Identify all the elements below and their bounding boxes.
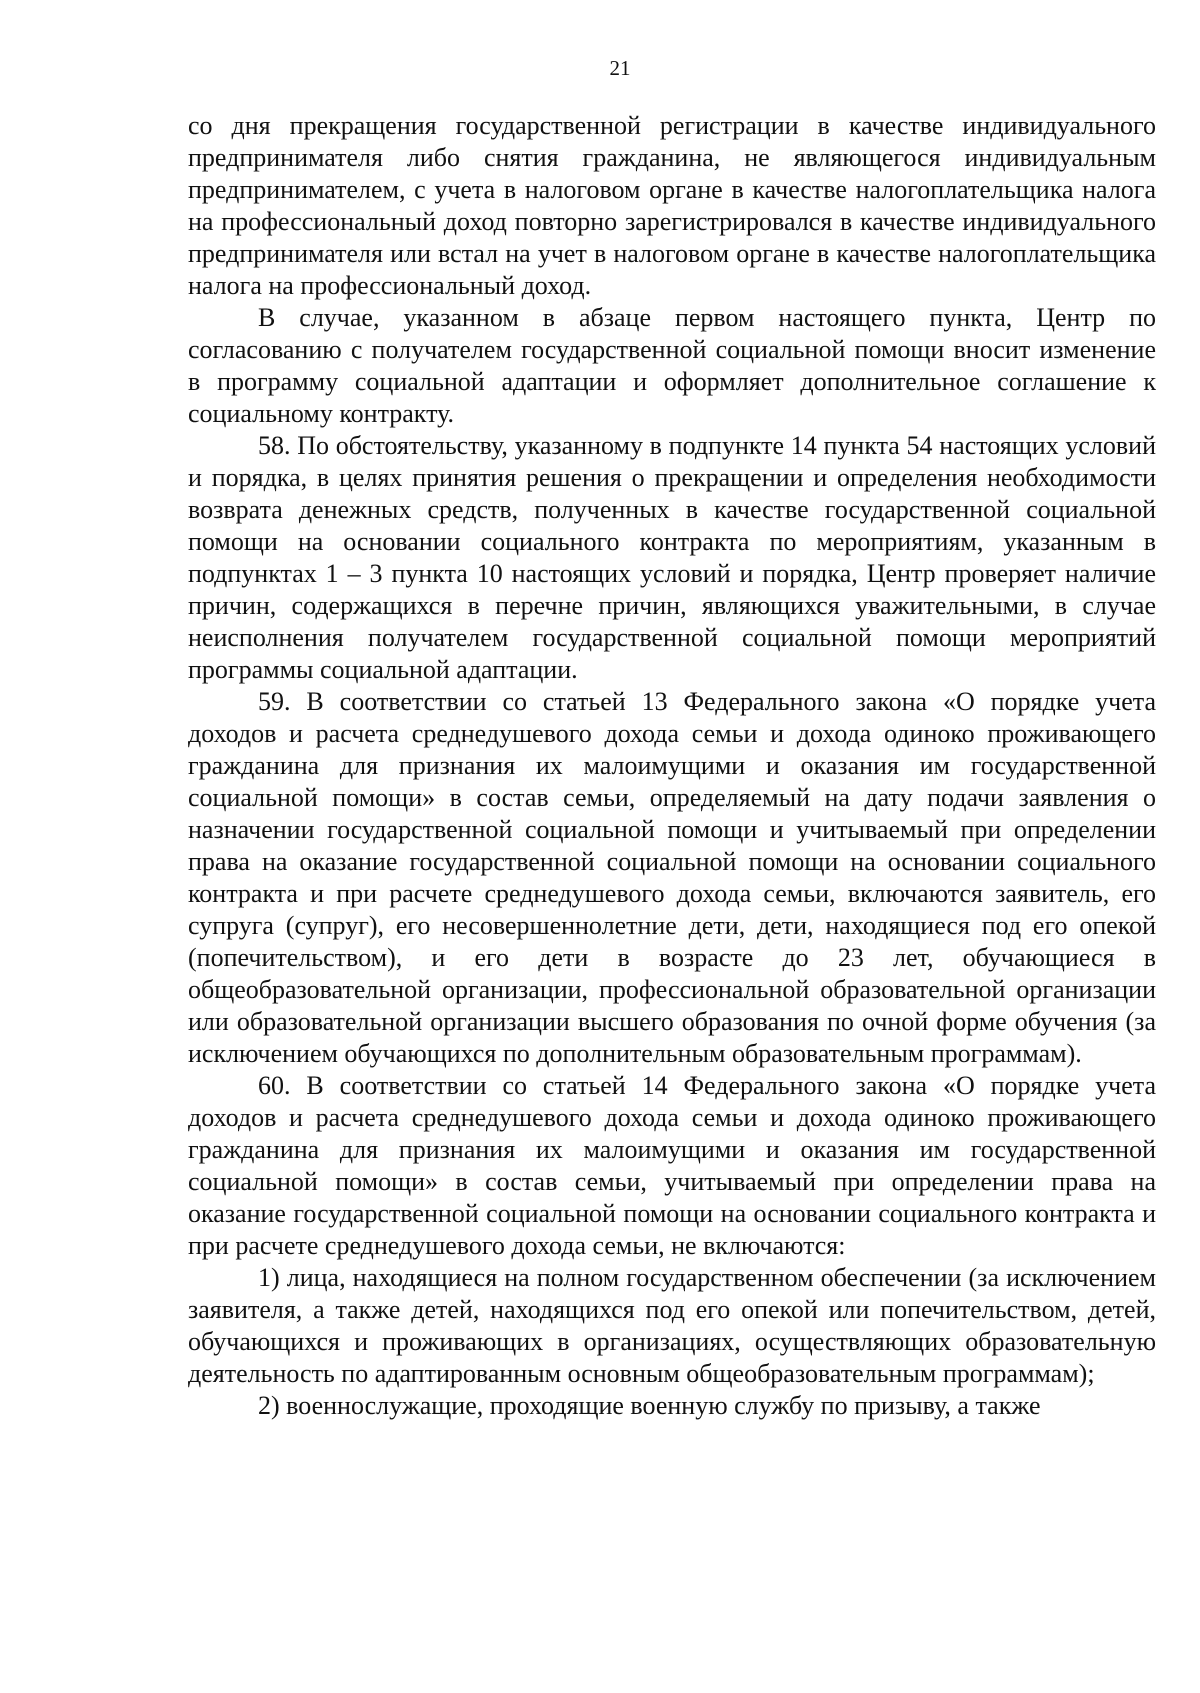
- paragraph-item-58: 58. По обстоятельству, указанному в подпункте 14 пункта 54 настоящих условий и порядка, в целях принятия решения о прекращении и определения необходимости возврата денежных средств, полученных в качестве государственной социальной помощи на основании социального контракта по мероприятиям, указанным в подпунктах 1 – 3 пункта 10 настоящих условий и порядка, Центр проверяет наличие причин, содержащихся в перечне причин, являющихся уважительными, в случае неисполнения получателем государственной социальной помощи мероприятий программы социальной адаптации.: [188, 431, 1156, 684]
- paragraph-item-59: 59. В соответствии со статьей 13 Федерального закона «О порядке учета доходов и расчета среднедушевого дохода семьи и дохода одиноко проживающего гражданина для признания их малоимущими и оказания им государственной социальной помощи» в состав семьи, определяемый на дату подачи заявления о назначении государственной социальной помощи и учитываемый при определении права на оказание государственной социальной помощи на основании социального контракта и при расчете среднедушевого дохода семьи, включаются заявитель, его супруга (супруг), его несовершеннолетние дети, дети, находящиеся под его опекой (попечительством), и его дети в возрасте до 23 лет, обучающиеся в общеобразовательной организации, профессиональной образовательной организации или образовательной организации высшего образования по очной форме обучения (за исключением обучающихся по дополнительным образовательным программам).: [188, 687, 1156, 1068]
- paragraph-item-60: 60. В соответствии со статьей 14 Федерального закона «О порядке учета доходов и расчета среднедушевого дохода семьи и дохода одиноко проживающего гражданина для признания их малоимущими и оказания им государственной социальной помощи» в состав семьи, учитываемый при определении права на оказание государственной социальной помощи на основании социального контракта и при расчете среднедушевого дохода семьи, не включаются:: [188, 1071, 1156, 1260]
- list-item-2: 2) военнослужащие, проходящие военную службу по призыву, а также: [258, 1391, 1041, 1420]
- page-number: 21: [609, 56, 631, 80]
- paragraph-continuation: со дня прекращения государственной регистрации в качестве индивидуального предпринимателя либо снятия гражданина, не являющегося индивидуальным предпринимателем, с учета в налоговом органе в качестве налогоплательщика налога на профессиональный доход повторно зарегистрировался в качестве индивидуального предпринимателя или встал на учет в налоговом органе в качестве налогоплательщика налога на профессиональный доход.: [188, 111, 1156, 300]
- document-body: [188, 110, 1156, 1422]
- paragraph: В случае, указанном в абзаце первом настоящего пункта, Центр по согласованию с получателем государственной социальной помощи вносит изменение в программу социальной адаптации и оформляет дополнительное соглашение к социальному контракту.: [188, 303, 1156, 428]
- list-item-1: 1) лица, находящиеся на полном государственном обеспечении (за исключением заявителя, а также детей, находящихся под его опекой или попечительством, детей, обучающихся и проживающих в организациях, осуществляющих образовательную деятельность по адаптированным основным общеобразовательным программам);: [188, 1263, 1156, 1388]
